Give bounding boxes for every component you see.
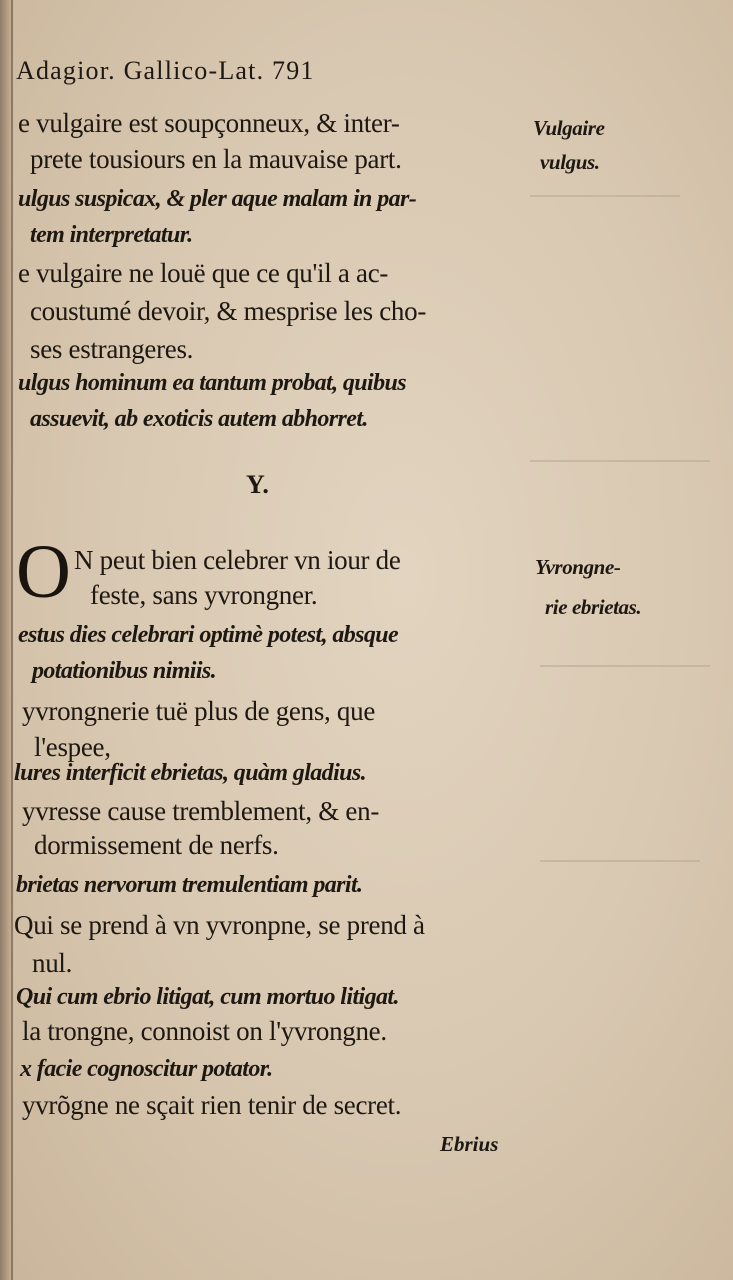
text-line: coustumé devoir, & mesprise les cho- (30, 296, 427, 326)
text-line: e vulgaire ne louë que ce qu'il a ac- (18, 258, 389, 288)
text-line: lures interficit ebrietas, quàm gladius. (14, 760, 367, 786)
text-line: ulgus suspicax, & pler aque malam in par- (18, 186, 417, 212)
text-line: ulgus hominum ea tantum probat, quibus (18, 370, 407, 396)
text-line: yvrõgne ne sçait rien tenir de secret. (22, 1090, 402, 1120)
text-line: dormissement de nerfs. (34, 830, 279, 860)
text-line: e vulgaire est soupçonneux, & inter- (18, 108, 400, 138)
text-line: tem interpretatur. (30, 222, 193, 248)
text-line: brietas nervorum tremulentiam parit. (16, 872, 363, 898)
text-line: la trongne, connoist on l'yvrongne. (22, 1016, 387, 1046)
text-line: estus dies celebrari optimè potest, absque (18, 622, 399, 648)
catchword: Ebrius (440, 1132, 499, 1156)
gutter-fold-line (11, 0, 13, 1280)
section-heading: Y. (246, 470, 269, 499)
text-line: feste, sans yvrongner. (90, 580, 318, 610)
bleed-through-mark (530, 195, 680, 197)
running-title: Adagior. Gallico-Lat. 791 (16, 56, 315, 85)
text-line: Qui se prend à vn yvronpne, se prend à (14, 910, 425, 940)
text-line: Qui cum ebrio litigat, cum mortuo litigat. (16, 984, 399, 1010)
text-line: N peut bien celebrer vn iour de (74, 545, 401, 575)
margin-note: Vulgaire (533, 116, 605, 140)
bleed-through-mark (540, 860, 700, 862)
bleed-through-mark (540, 665, 710, 667)
text-line: potationibus nimiis. (32, 658, 217, 684)
margin-note: rie ebrietas. (545, 595, 642, 619)
dropcap-initial: O (16, 530, 71, 614)
text-line: assuevit, ab exoticis autem abhorret. (30, 406, 368, 432)
margin-note: Yvrongne- (535, 555, 621, 579)
margin-note: vulgus. (540, 150, 600, 174)
text-line: prete tousiours en la mauvaise part. (30, 144, 402, 174)
bleed-through-mark (530, 460, 710, 462)
text-line: l'espee, (34, 732, 111, 762)
text-line: x facie cognoscitur potator. (20, 1056, 273, 1082)
text-line: nul. (32, 948, 73, 978)
text-line: ses estrangeres. (30, 334, 194, 364)
text-line: yvresse cause tremblement, & en- (22, 796, 380, 826)
text-line: yvrongnerie tuë plus de gens, que (22, 696, 376, 726)
